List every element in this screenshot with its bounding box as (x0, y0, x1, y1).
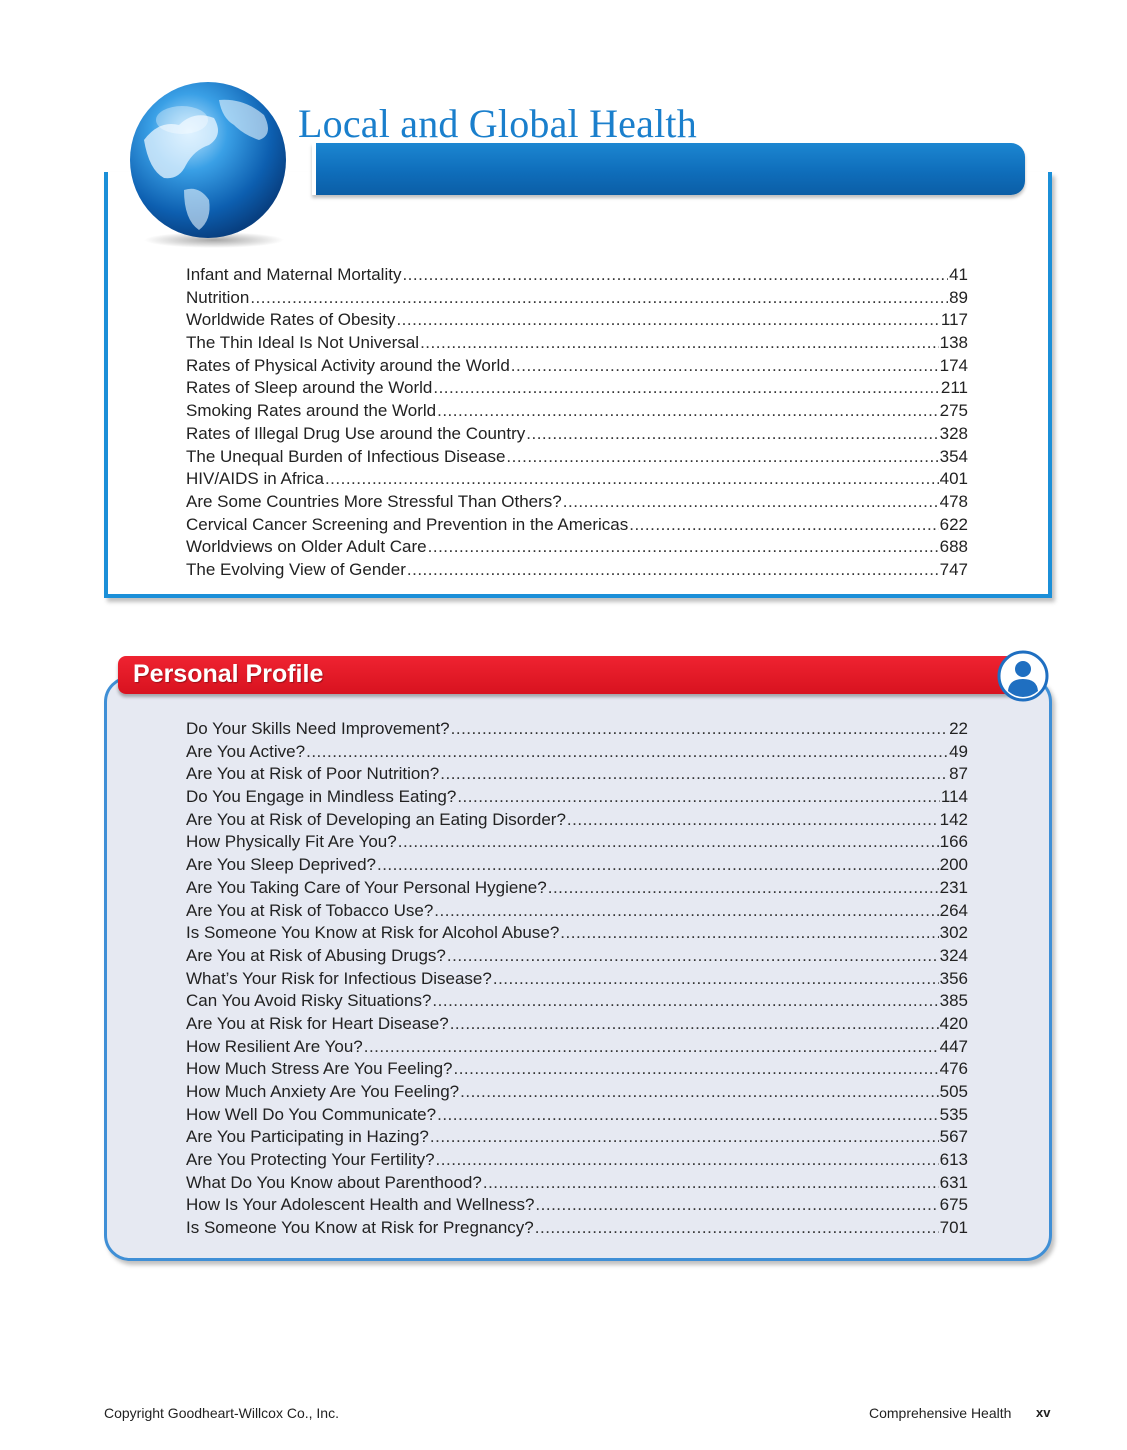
dot-leader (325, 468, 939, 491)
dot-leader (460, 1081, 939, 1104)
toc-entry-title: Are You at Risk of Abusing Drugs? (186, 945, 446, 965)
toc-entry-page: 200 (939, 855, 968, 875)
toc-entry[interactable] (186, 877, 968, 900)
dot-leader (457, 786, 940, 809)
dot-leader (450, 1013, 939, 1036)
toc-entry[interactable] (186, 559, 968, 582)
dot-leader (436, 1149, 939, 1172)
person-icon (997, 650, 1049, 702)
toc-entry-page: 22 (949, 719, 968, 738)
toc-entry[interactable] (186, 514, 968, 537)
toc-entry-title: How Much Stress Are You Feeling? (186, 1059, 453, 1079)
dot-leader (364, 1036, 939, 1059)
toc-entry[interactable] (186, 1194, 968, 1217)
toc-entry-page: 117 (940, 310, 968, 330)
toc-entry-page: 211 (940, 378, 968, 398)
toc-entry-page: 505 (939, 1082, 968, 1101)
dot-leader (306, 741, 948, 764)
dot-leader (453, 1058, 938, 1081)
local-global-health-title-bar (312, 143, 1025, 195)
toc-entry-title: Are Some Countries More Stressful Than Others? (186, 491, 562, 511)
toc-entry-page: 478 (939, 491, 968, 511)
toc-entry-page: 87 (949, 764, 968, 784)
toc-entry[interactable] (186, 1104, 968, 1127)
dot-leader (563, 491, 939, 514)
personal-profile-title: Personal Profile (133, 660, 324, 688)
toc-entry[interactable] (186, 786, 968, 809)
toc-entry-title: Are You at Risk for Heart Disease? (186, 1013, 449, 1033)
dot-leader (535, 1194, 938, 1217)
toc-entry-page: 476 (939, 1059, 968, 1079)
toc-entry-title: Can You Avoid Risky Situations? (186, 991, 432, 1011)
toc-entry[interactable] (186, 1126, 968, 1149)
dot-leader (548, 877, 939, 900)
toc-entry-page: 747 (939, 559, 968, 579)
dot-leader (407, 559, 939, 582)
toc-entry[interactable] (186, 423, 968, 446)
dot-leader (483, 1172, 939, 1195)
dot-leader (567, 809, 939, 832)
toc-entry-title: Are You at Risk of Poor Nutrition? (186, 764, 440, 784)
toc-entry-page: 675 (939, 1195, 968, 1215)
toc-entry[interactable] (186, 1058, 968, 1081)
toc-entry-title: Are You Protecting Your Fertility? (186, 1150, 435, 1170)
dot-leader (437, 1104, 939, 1127)
toc-entry[interactable] (186, 1081, 968, 1104)
toc-entry[interactable] (186, 854, 968, 877)
toc-entry-page: 385 (939, 991, 968, 1011)
toc-entry-page: 328 (939, 423, 968, 443)
dot-leader (560, 922, 938, 945)
toc-entry-page: 324 (939, 945, 968, 965)
toc-entry-page: 622 (939, 514, 968, 534)
toc-entry-page: 401 (939, 469, 968, 489)
toc-entry[interactable] (186, 355, 968, 378)
toc-entry-page: 567 (939, 1127, 968, 1147)
dot-leader (377, 854, 939, 877)
toc-entry-title: Are You at Risk of Developing an Eating Disorder? (186, 809, 566, 829)
toc-entry-title: How Physically Fit Are You? (186, 832, 397, 852)
dot-leader (440, 763, 948, 786)
toc-entry-title: Rates of Physical Activity around the World (186, 355, 510, 375)
toc-entry[interactable] (186, 922, 968, 945)
dot-leader (430, 1126, 939, 1149)
toc-entry[interactable] (186, 468, 968, 491)
toc-entry-page: 275 (939, 401, 968, 421)
toc-entry-page: 49 (949, 741, 968, 761)
toc-entry[interactable] (186, 945, 968, 968)
dot-leader (535, 1217, 939, 1240)
toc-entry[interactable] (186, 990, 968, 1013)
toc-entry-title: Rates of Sleep around the World (186, 378, 433, 398)
toc-entry-title: Is Someone You Know at Risk for Alcohol Abuse? (186, 923, 560, 943)
toc-entry-title: Do You Engage in Mindless Eating? (186, 787, 457, 807)
toc-entry[interactable] (186, 809, 968, 832)
toc-entry-title: Cervical Cancer Screening and Prevention in the Americas (186, 514, 629, 534)
toc-entry[interactable] (186, 831, 968, 854)
toc-entry[interactable] (186, 287, 968, 310)
toc-entry[interactable] (186, 491, 968, 514)
footer-book-title: Comprehensive Health (869, 1405, 1012, 1421)
toc-entry[interactable] (186, 1217, 968, 1240)
dot-leader (437, 400, 939, 423)
dot-leader (511, 355, 939, 378)
toc-entry[interactable] (186, 536, 968, 559)
toc-entry-title: What’s Your Risk for Infectious Disease? (186, 968, 492, 988)
toc-entry[interactable] (186, 1172, 968, 1195)
dot-leader (398, 831, 939, 854)
toc-entry-title: Nutrition (186, 287, 250, 307)
toc-entry-page: 356 (939, 968, 968, 988)
globe-icon (124, 80, 292, 248)
toc-entry-title: Infant and Maternal Mortality (186, 265, 402, 284)
toc-entry-page: 701 (939, 1218, 968, 1238)
toc-entry-page: 114 (940, 787, 968, 807)
toc-entry[interactable] (186, 377, 968, 400)
toc-entry-page: 613 (939, 1150, 968, 1170)
toc-entry[interactable] (186, 309, 968, 332)
toc-entry-page: 231 (939, 877, 968, 897)
dot-leader (250, 287, 948, 310)
toc-entry-title: Are You Participating in Hazing? (186, 1127, 429, 1147)
dot-leader (402, 264, 948, 287)
toc-entry-title: Do Your Skills Need Improvement? (186, 719, 450, 738)
toc-entry-title: Are You at Risk of Tobacco Use? (186, 900, 434, 920)
dot-leader (506, 446, 938, 469)
toc-entry-title: What Do You Know about Parenthood? (186, 1172, 482, 1192)
dot-leader (428, 536, 939, 559)
dot-leader (432, 990, 938, 1013)
toc-entry[interactable] (186, 332, 968, 355)
toc-entry-page: 89 (949, 287, 968, 307)
footer-copyright: Copyright Goodheart-Willcox Co., Inc. (104, 1405, 339, 1421)
dot-leader (433, 377, 940, 400)
dot-leader (493, 968, 939, 991)
local-global-health-list (186, 264, 968, 582)
toc-entry-page: 166 (939, 832, 968, 852)
toc-entry-page: 138 (939, 333, 968, 353)
toc-entry[interactable] (186, 400, 968, 423)
local-global-health-title: Local and Global Health (298, 101, 697, 146)
toc-entry-page: 535 (939, 1104, 968, 1124)
toc-entry-page: 41 (949, 265, 968, 284)
toc-entry-title: The Evolving View of Gender (186, 559, 406, 579)
title-bar-notch (312, 143, 316, 195)
toc-entry[interactable] (186, 1013, 968, 1036)
dot-leader (629, 514, 938, 537)
toc-entry[interactable] (186, 718, 968, 741)
toc-entry-title: HIV/AIDS in Africa (186, 469, 324, 489)
toc-entry-page: 142 (939, 809, 968, 829)
toc-entry-title: Is Someone You Know at Risk for Pregnancy? (186, 1218, 534, 1238)
toc-entry[interactable] (186, 763, 968, 786)
toc-entry-title: How Much Anxiety Are You Feeling? (186, 1082, 460, 1101)
toc-entry-title: How Resilient Are You? (186, 1036, 363, 1056)
toc-entry-page: 354 (939, 446, 968, 466)
toc-entry[interactable] (186, 446, 968, 469)
toc-entry-title: Worldviews on Older Adult Care (186, 537, 427, 557)
toc-entry-title: The Thin Ideal Is Not Universal (186, 333, 420, 353)
toc-entry-title: Smoking Rates around the World (186, 401, 437, 421)
toc-entry-page: 631 (939, 1172, 968, 1192)
dot-leader (420, 332, 939, 355)
toc-entry-title: Are You Active? (186, 741, 306, 761)
toc-entry[interactable] (186, 264, 968, 287)
footer-page-number: xv (1036, 1405, 1051, 1420)
toc-entry[interactable] (186, 1036, 968, 1059)
toc-entry-title: Worldwide Rates of Obesity (186, 310, 396, 330)
personal-profile-list (186, 718, 968, 1240)
dot-leader (396, 309, 939, 332)
toc-entry[interactable] (186, 968, 968, 991)
dot-leader (447, 945, 939, 968)
dot-leader (451, 718, 948, 741)
toc-entry[interactable] (186, 1149, 968, 1172)
toc-entry-page: 688 (939, 537, 968, 557)
dot-leader (526, 423, 938, 446)
toc-entry-page: 174 (939, 355, 968, 375)
toc-entry-page: 264 (939, 900, 968, 920)
toc-entry-title: How Is Your Adolescent Health and Wellness? (186, 1195, 535, 1215)
toc-entry-title: The Unequal Burden of Infectious Disease (186, 446, 506, 466)
toc-entry-title: Rates of Illegal Drug Use around the Country (186, 423, 526, 443)
toc-entry-page: 420 (939, 1013, 968, 1033)
toc-entry-title: How Well Do You Communicate? (186, 1104, 437, 1124)
toc-entry-title: Are You Sleep Deprived? (186, 855, 376, 875)
toc-entry-page: 302 (939, 923, 968, 943)
toc-entry-page: 447 (939, 1036, 968, 1056)
toc-entry[interactable] (186, 900, 968, 923)
toc-entry[interactable] (186, 741, 968, 764)
dot-leader (434, 900, 938, 923)
toc-entry-title: Are You Taking Care of Your Personal Hygiene? (186, 877, 547, 897)
